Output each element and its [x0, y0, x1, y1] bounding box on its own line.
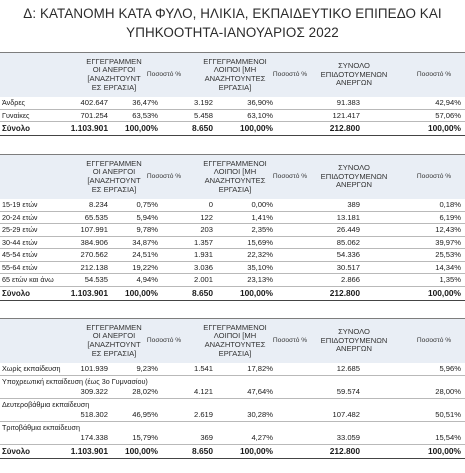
header-pct: Ποσοστό % [146, 172, 182, 180]
table-row [0, 363, 465, 376]
others-pct: 35,10% [247, 262, 273, 272]
total-unemployed-pct: 15,54% [435, 432, 461, 442]
header-pct: Ποσοστό % [272, 70, 308, 78]
row-label: Σύνολο [2, 446, 31, 456]
others-value: 4.121 [193, 386, 213, 396]
table-header [0, 318, 465, 363]
registered-value: 8.234 [88, 200, 108, 209]
registered-value: 101.939 [80, 364, 108, 373]
others-pct: 4,27% [251, 432, 273, 442]
others-pct: 100,00% [239, 123, 273, 133]
others-value: 1.357 [193, 237, 213, 247]
total-unemployed-value: 91.383 [336, 98, 360, 107]
total-unemployed-value: 121.417 [332, 110, 360, 120]
table-row [0, 422, 465, 445]
others-pct: 2,35% [251, 225, 273, 234]
header-pct: Ποσοστό % [272, 172, 308, 180]
others-pct: 22,32% [247, 250, 273, 259]
registered-pct: 4,94% [136, 275, 158, 284]
total-unemployed-value: 26.449 [336, 225, 360, 234]
registered-value: 65.535 [84, 212, 108, 222]
others-value: 122 [200, 212, 213, 222]
registered-pct: 28,02% [132, 386, 158, 396]
others-value: 1.931 [193, 250, 213, 259]
registered-pct: 36,47% [132, 98, 158, 107]
registered-pct: 19,22% [132, 262, 158, 272]
table-row [0, 199, 465, 212]
registered-value: 701.254 [80, 110, 108, 120]
row-label: 15-19 ετών [2, 200, 38, 209]
total-unemployed-value: 107.482 [332, 409, 360, 419]
registered-value: 270.562 [80, 250, 108, 259]
registered-value: 518.302 [80, 409, 108, 419]
others-pct: 36,90% [247, 98, 273, 107]
total-unemployed-pct: 100,00% [427, 445, 461, 456]
row-label: Υποχρεωτική εκπαίδευση (έως 3ο Γυμνασίου) [2, 376, 148, 386]
registered-pct: 5,94% [136, 212, 158, 222]
header-total-unemployed: ΣΥΝΟΛΟ ΕΠΙΔΟΤΟΥΜΕΝΩΝ ΑΝΕΡΓΩΝ [320, 327, 388, 354]
total-unemployed-pct: 39,97% [435, 237, 461, 247]
table-row [0, 399, 465, 422]
total-unemployed-value: 33.059 [336, 432, 360, 442]
registered-value: 1.103.901 [70, 287, 108, 298]
total-unemployed-value: 212.800 [329, 445, 360, 456]
total-unemployed-value: 12.685 [336, 364, 360, 373]
header-registered: ΕΓΓΕΓΡΑΜΜΕΝ ΟΙ ΑΝΕΡΓΟΙ [ΑΝΑΖΗΤΟΥΝΤ ΕΣ ΕΡΓΑΣΙΑ] [86, 56, 142, 92]
total-unemployed-value: 54.336 [336, 250, 360, 259]
row-label: 25-29 ετών [2, 225, 38, 234]
others-value: 3.036 [193, 262, 213, 272]
others-pct: 0,00% [251, 200, 273, 209]
others-value: 2.619 [193, 409, 213, 419]
row-label: Χωρίς εκπαίδευση [2, 364, 61, 373]
total-unemployed-pct: 14,34% [435, 262, 461, 272]
registered-value: 174.338 [80, 432, 108, 442]
registered-value: 212.138 [80, 262, 108, 272]
table-row [0, 110, 465, 123]
table-row [0, 224, 465, 237]
header-total-unemployed: ΣΥΝΟΛΟ ΕΠΙΔΟΤΟΥΜΕΝΩΝ ΑΝΕΡΓΩΝ [320, 163, 388, 190]
table-row [0, 212, 465, 225]
others-pct: 17,82% [247, 364, 273, 373]
registered-value: 107.991 [80, 225, 108, 234]
header-registered: ΕΓΓΕΓΡΑΜΜΕΝ ΟΙ ΑΝΕΡΓΟΙ [ΑΝΑΖΗΤΟΥΝΤ ΕΣ ΕΡΓΑΣΙΑ] [86, 158, 142, 194]
registered-value: 384.906 [80, 237, 108, 247]
row-label: Άνδρες [2, 98, 26, 107]
others-pct: 63,10% [247, 110, 273, 120]
registered-pct: 46,95% [132, 409, 158, 419]
registered-value: 1.103.901 [70, 123, 108, 133]
others-value: 8.650 [192, 445, 213, 456]
registered-value: 54.535 [84, 275, 108, 284]
header-pct: Ποσοστό % [416, 172, 452, 180]
others-value: 3.192 [193, 98, 213, 107]
header-pct: Ποσοστό % [146, 336, 182, 344]
table-row [0, 97, 465, 110]
header-pct: Ποσοστό % [146, 70, 182, 78]
total-row [0, 445, 465, 459]
others-pct: 100,00% [239, 287, 273, 298]
header-total-unemployed: ΣΥΝΟΛΟ ΕΠΙΔΟΤΟΥΜΕΝΩΝ ΑΝΕΡΓΩΝ [320, 61, 388, 88]
total-unemployed-value: 389 [347, 200, 360, 209]
total-unemployed-value: 59.574 [336, 386, 360, 396]
registered-pct: 0,75% [136, 200, 158, 209]
age-table [0, 154, 465, 301]
others-pct: 47,64% [247, 386, 273, 396]
total-unemployed-pct: 50,51% [435, 409, 461, 419]
total-unemployed-pct: 28,00% [435, 386, 461, 396]
row-label: 20-24 ετών [2, 212, 38, 222]
total-row [0, 122, 465, 136]
table-row [0, 376, 465, 399]
header-pct: Ποσοστό % [272, 336, 308, 344]
others-value: 369 [200, 432, 213, 442]
registered-pct: 9,78% [136, 225, 158, 234]
others-pct: 15,69% [247, 237, 273, 247]
gender-table [0, 52, 465, 136]
total-unemployed-value: 2.866 [340, 275, 360, 284]
others-value: 1.541 [193, 364, 213, 373]
total-unemployed-pct: 6,19% [439, 212, 461, 222]
total-unemployed-pct: 0,18% [439, 200, 461, 209]
total-unemployed-value: 13.181 [336, 212, 360, 222]
others-value: 5.458 [193, 110, 213, 120]
row-label: Δευτεροβάθμια εκπαίδευση [2, 399, 90, 409]
others-value: 8.650 [192, 287, 213, 298]
row-label: Γυναίκες [2, 110, 30, 120]
registered-pct: 15,79% [132, 432, 158, 442]
total-unemployed-pct: 42,94% [435, 98, 461, 107]
row-label: Σύνολο [2, 288, 31, 298]
table-header [0, 52, 465, 97]
total-unemployed-pct: 25,53% [435, 250, 461, 259]
registered-pct: 100,00% [124, 123, 158, 133]
header-pct: Ποσοστό % [416, 336, 452, 344]
table-header [0, 154, 465, 199]
others-value: 2.001 [193, 275, 213, 284]
registered-pct: 34,87% [132, 237, 158, 247]
title-line-1: Δ: ΚΑΤΑΝΟΜΗ ΚΑΤΑ ΦΥΛΟ, ΗΛΙΚΙΑ, ΕΚΠΑΙΔΕΥΤΙΚΟ ΕΠΙΠΕΔΟ ΚΑΙ [23, 6, 442, 21]
page-title [0, 4, 465, 42]
header-pct: Ποσοστό % [416, 70, 452, 78]
total-unemployed-value: 212.800 [329, 287, 360, 298]
total-unemployed-value: 212.800 [329, 123, 360, 133]
row-label: Τριτοβάθμια εκπαίδευση [2, 422, 80, 432]
registered-pct: 100,00% [124, 287, 158, 298]
total-unemployed-pct: 57,06% [435, 110, 461, 120]
row-label: 45-54 ετών [2, 250, 38, 259]
total-unemployed-pct: 100,00% [427, 287, 461, 298]
header-registered: ΕΓΓΕΓΡΑΜΜΕΝ ΟΙ ΑΝΕΡΓΟΙ [ΑΝΑΖΗΤΟΥΝΤ ΕΣ ΕΡΓΑΣΙΑ] [86, 322, 142, 358]
others-value: 8.650 [192, 123, 213, 133]
registered-value: 402.647 [80, 98, 108, 107]
total-unemployed-value: 85.062 [336, 237, 360, 247]
row-label: 55-64 ετών [2, 262, 38, 272]
others-pct: 1,41% [251, 212, 273, 222]
registered-pct: 63,53% [132, 110, 158, 120]
registered-value: 1.103.901 [70, 445, 108, 456]
table-row [0, 262, 465, 275]
row-label: 65 ετών και άνω [2, 275, 54, 284]
others-pct: 100,00% [239, 445, 273, 456]
others-value: 203 [200, 225, 213, 234]
registered-pct: 9,23% [136, 364, 158, 373]
registered-value: 309.322 [80, 386, 108, 396]
registered-pct: 24,51% [132, 250, 158, 259]
education-table [0, 318, 465, 459]
header-others: ΕΓΓΕΓΡΑΜΜΕΝΟΙ ΛΟΙΠΟΙ [ΜΗ ΑΝΑΖΗΤΟΥΝΤΕΣ ΕΡΓΑΣΙΑ] [203, 56, 267, 92]
others-value: 0 [208, 200, 213, 209]
row-label: 30-44 ετών [2, 237, 38, 247]
header-others: ΕΓΓΕΓΡΑΜΜΕΝΟΙ ΛΟΙΠΟΙ [ΜΗ ΑΝΑΖΗΤΟΥΝΤΕΣ ΕΡΓΑΣΙΑ] [203, 158, 267, 194]
others-pct: 23,13% [247, 275, 273, 284]
table-row [0, 274, 465, 287]
row-label: Σύνολο [2, 124, 31, 133]
header-others: ΕΓΓΕΓΡΑΜΜΕΝΟΙ ΛΟΙΠΟΙ [ΜΗ ΑΝΑΖΗΤΟΥΝΤΕΣ ΕΡΓΑΣΙΑ] [203, 322, 267, 358]
table-row [0, 249, 465, 262]
others-pct: 30,28% [247, 409, 273, 419]
total-unemployed-value: 30.517 [336, 262, 360, 272]
registered-pct: 100,00% [124, 445, 158, 456]
total-row [0, 287, 465, 301]
total-unemployed-pct: 5,96% [439, 364, 461, 373]
total-unemployed-pct: 1,35% [439, 275, 461, 284]
total-unemployed-pct: 100,00% [427, 123, 461, 133]
table-row [0, 237, 465, 250]
total-unemployed-pct: 12,43% [435, 225, 461, 234]
title-line-2: ΥΠΗΚΟΟΤΗΤΑ-ΙΑΝΟΥΑΡΙΟΣ 2022 [126, 25, 339, 40]
